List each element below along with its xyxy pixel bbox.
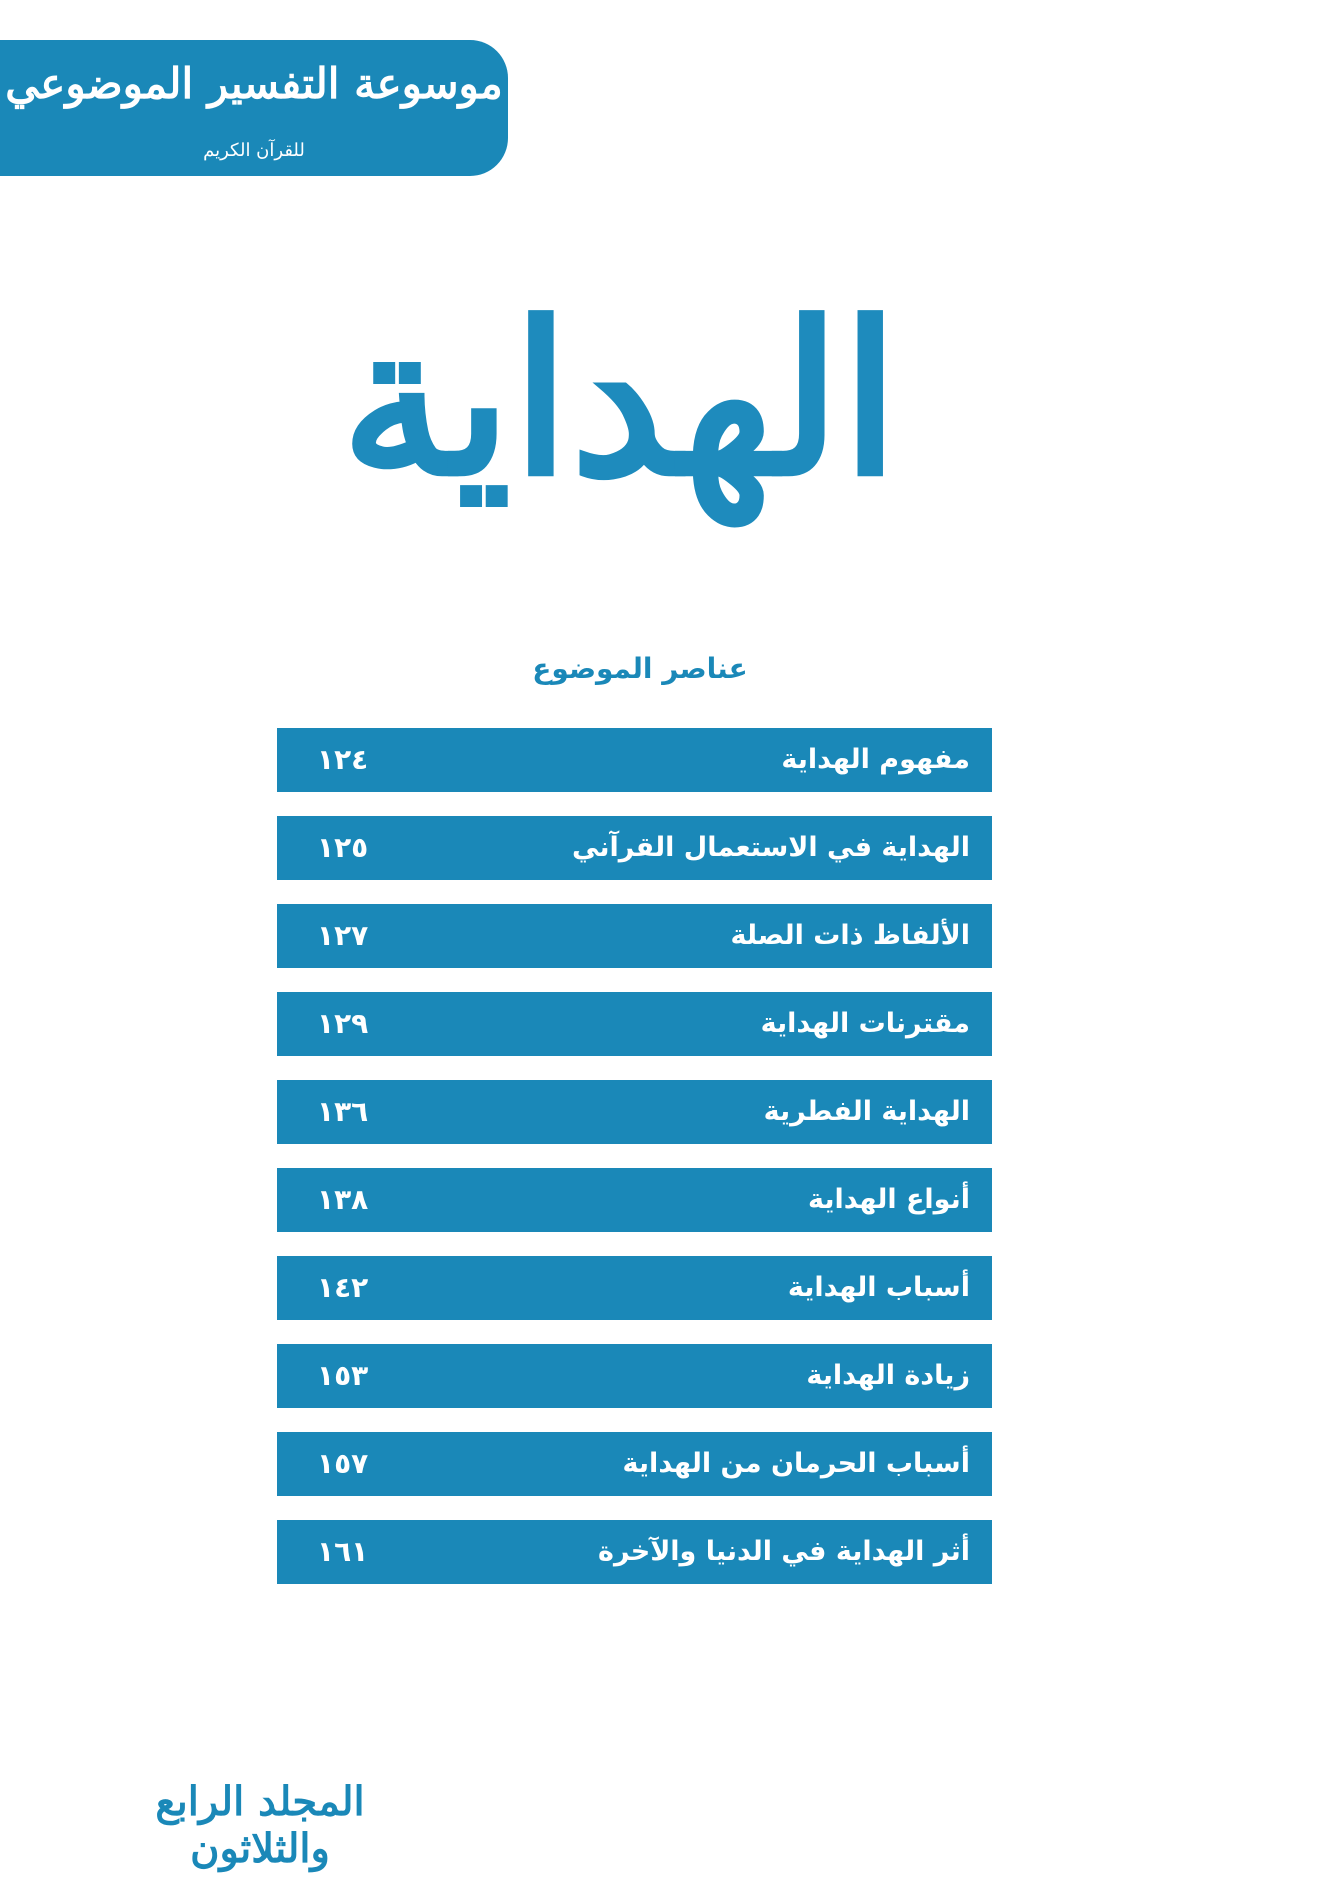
toc-page-number: ١٣٦ xyxy=(317,1095,369,1128)
toc-label: مفهوم الهداية xyxy=(781,744,970,775)
series-title: موسوعة التفسير الموضوعي xyxy=(5,59,503,108)
series-subtitle: للقرآن الكريم xyxy=(203,140,305,161)
toc-row[interactable] xyxy=(277,1256,992,1320)
toc-page-number: ١٤٢ xyxy=(317,1271,369,1304)
toc-label: أسباب الهداية xyxy=(787,1272,970,1303)
toc-row[interactable] xyxy=(277,1168,992,1232)
volume-label: المجلد الرابع والثلاثون xyxy=(155,1778,365,1872)
toc-row[interactable] xyxy=(277,1520,992,1584)
toc-page-number: ١٥٣ xyxy=(317,1359,369,1392)
toc-label: مقترنات الهداية xyxy=(760,1008,970,1039)
toc-page-number: ١٢٥ xyxy=(317,831,369,864)
toc-row[interactable] xyxy=(277,1344,992,1408)
toc-page-number: ١٦١ xyxy=(317,1535,369,1568)
toc-label: أنواع الهداية xyxy=(808,1184,970,1215)
toc-page-number: ١٢٧ xyxy=(317,919,369,952)
toc-page-number: ١٢٤ xyxy=(317,743,369,776)
toc-page-number: ١٣٨ xyxy=(317,1183,369,1216)
toc-label: الهداية الفطرية xyxy=(763,1096,970,1127)
toc-page-number: ١٥٧ xyxy=(317,1447,369,1480)
toc-row[interactable] xyxy=(277,992,992,1056)
header-banner xyxy=(0,40,508,176)
toc-row[interactable] xyxy=(277,1432,992,1496)
toc-row[interactable] xyxy=(277,816,992,880)
toc-label: أسباب الحرمان من الهداية xyxy=(622,1448,970,1479)
toc-row[interactable] xyxy=(277,1080,992,1144)
main-title: الهداية xyxy=(340,276,900,523)
section-heading: عناصر الموضوع xyxy=(532,652,748,685)
toc-row[interactable] xyxy=(277,728,992,792)
toc-row[interactable] xyxy=(277,904,992,968)
toc-label: الهداية في الاستعمال القرآني xyxy=(572,832,970,863)
toc-label: زيادة الهداية xyxy=(806,1360,970,1391)
toc-label: أثر الهداية في الدنيا والآخرة xyxy=(598,1536,970,1567)
toc-label: الألفاظ ذات الصلة xyxy=(730,920,970,951)
toc-page-number: ١٢٩ xyxy=(317,1007,369,1040)
